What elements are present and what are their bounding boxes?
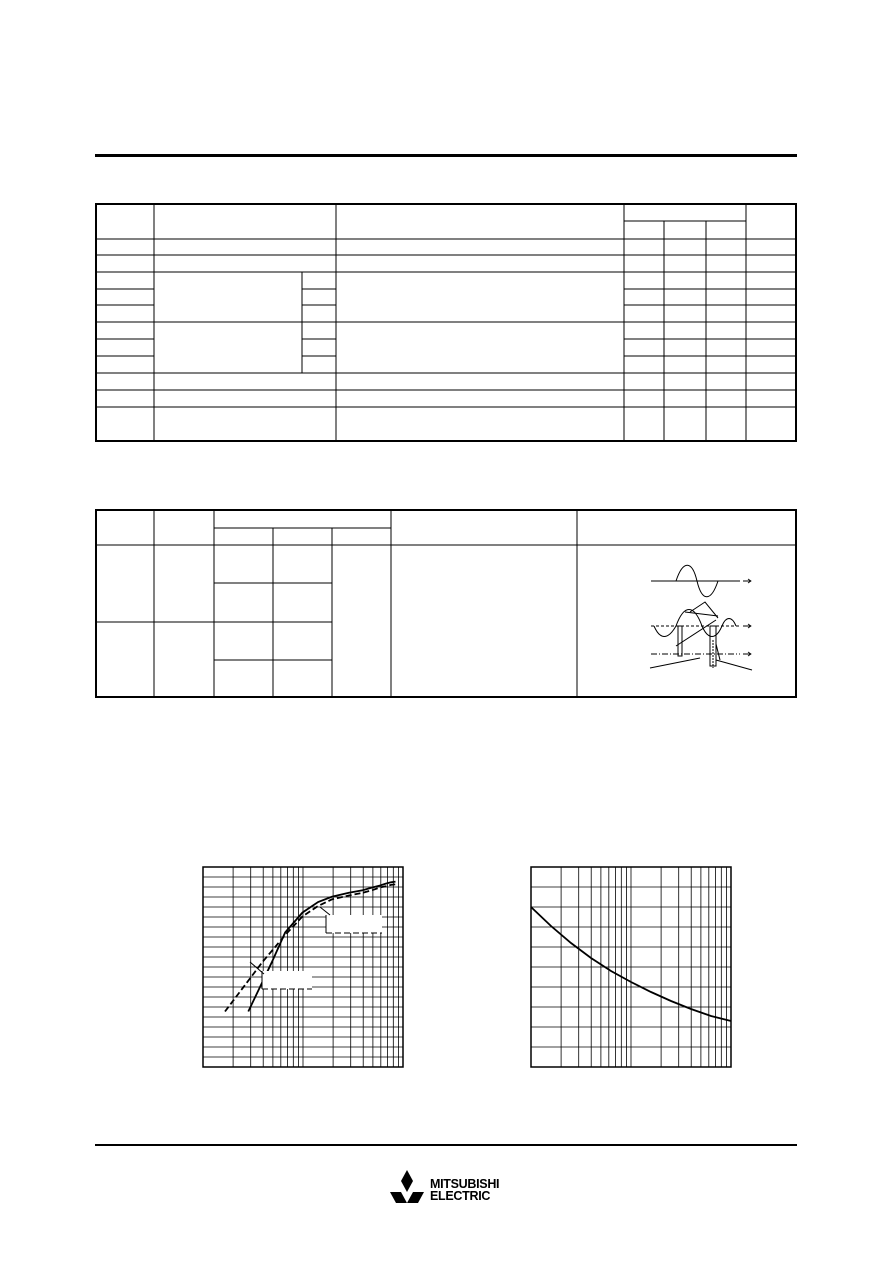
- logo-line-2: ELECTRIC: [430, 1189, 491, 1203]
- header-rule: [95, 154, 797, 157]
- graph-1-label-box-b: [262, 971, 312, 989]
- mitsubishi-electric-logo: [430, 1178, 499, 1202]
- logo-line-1: MITSUBISHI: [430, 1177, 500, 1191]
- timing-waveform-diagram: [650, 565, 752, 670]
- graph-1-label-box-a: [326, 915, 382, 933]
- graph-2-series-1: [531, 907, 731, 1021]
- footer-rule: [95, 1144, 797, 1146]
- graph-1-series-1: [248, 882, 395, 1012]
- graph-1-series-2: [225, 884, 396, 1011]
